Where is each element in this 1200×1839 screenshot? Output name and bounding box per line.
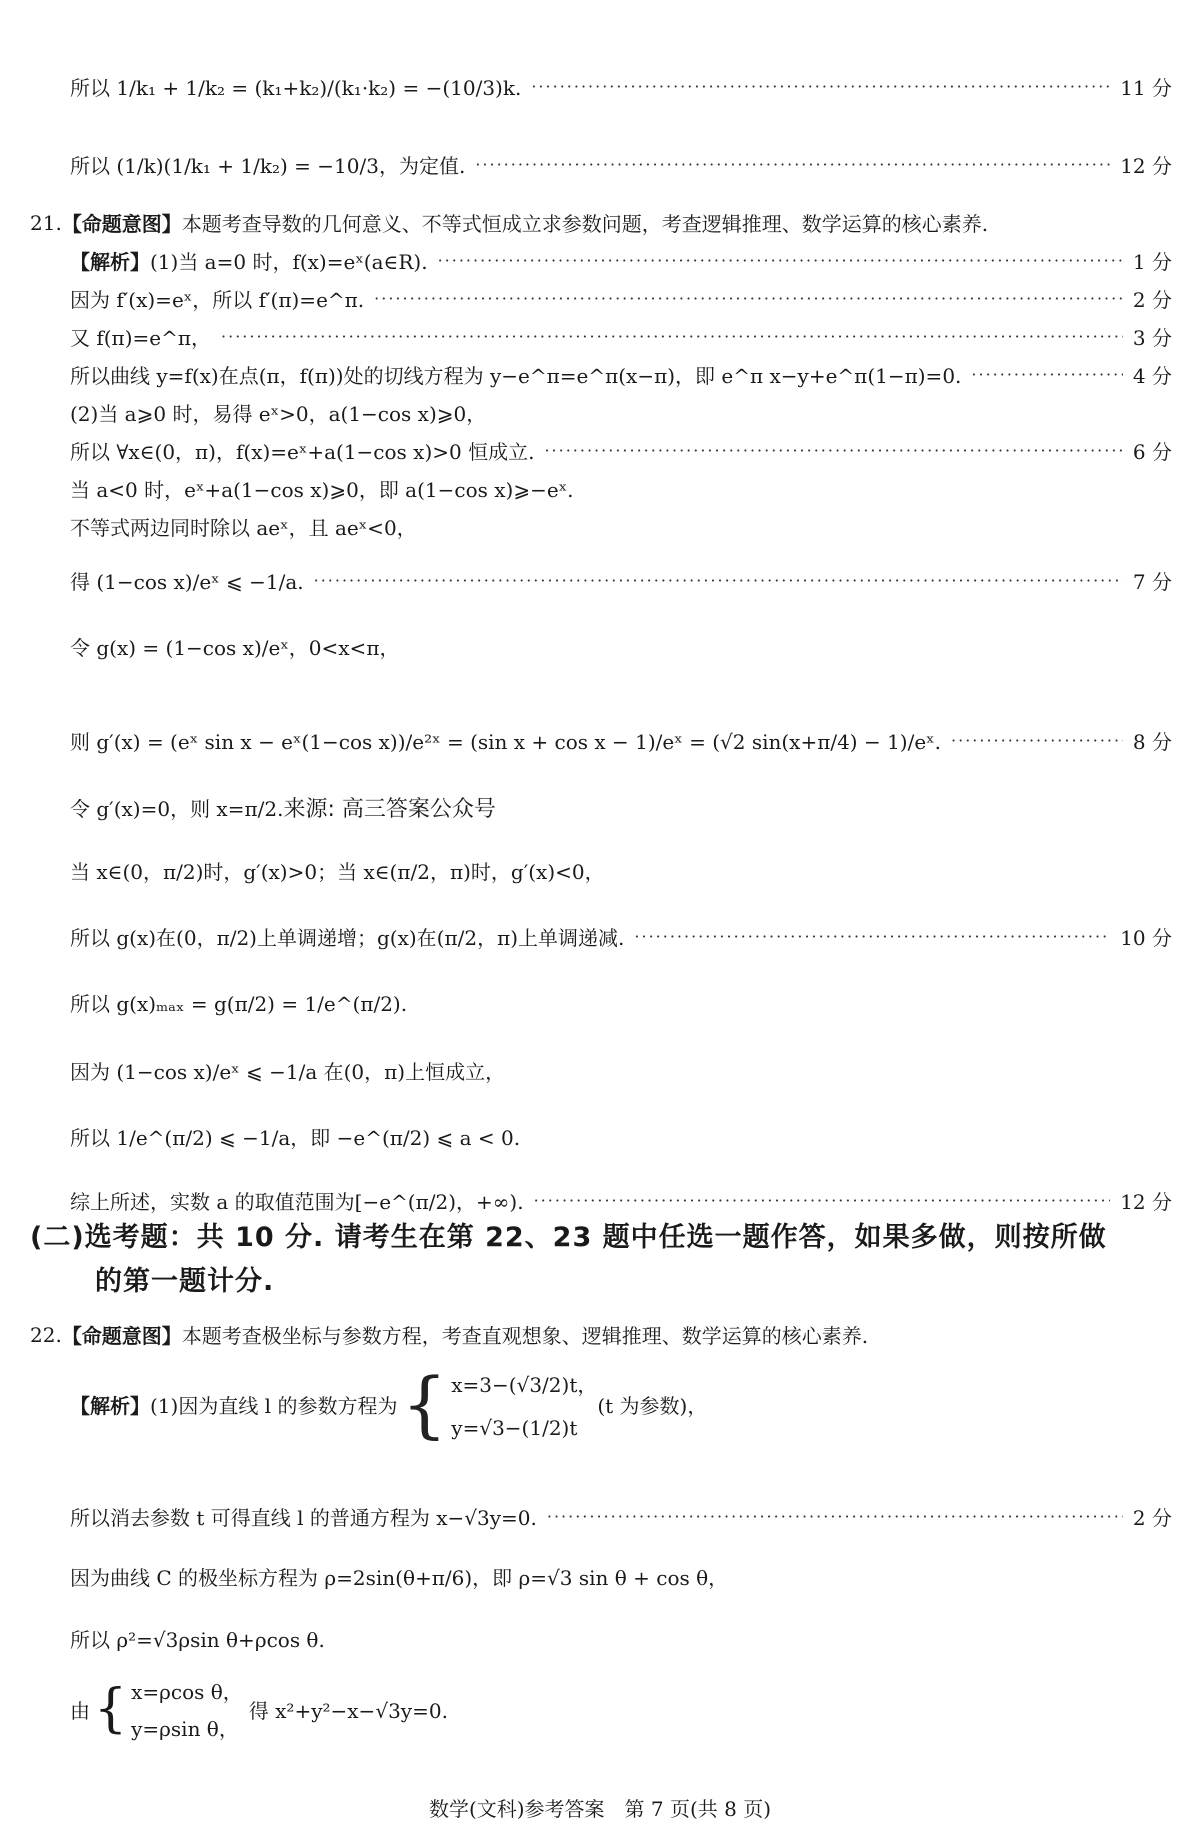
- answer-line: [70, 360, 1172, 389]
- answer-line: [70, 284, 1172, 313]
- answer-line: [70, 988, 1172, 1017]
- question-number: 22.: [30, 1322, 62, 1347]
- leader-dots: [547, 1507, 1123, 1526]
- answer-line: [70, 1122, 1172, 1151]
- math-text: (1)当 a=0 时，f(x)=eˣ(a∈R).: [150, 250, 428, 274]
- answer-line: [70, 1676, 1172, 1742]
- math-text: 所以 g(x)在(0，π/2)上单调递增；g(x)在(π/2，π)上单调递减.: [70, 926, 625, 950]
- leader-dots: [534, 1191, 1111, 1210]
- answer-line: [70, 1362, 1172, 1446]
- answer-line: [70, 398, 1172, 427]
- math-text: 又 f(π)=e^π，: [70, 326, 212, 350]
- leader-dots: [314, 571, 1123, 590]
- equation-line: x=ρcos θ，: [131, 1680, 243, 1704]
- intent-text: 本题考查极坐标与参数方程，考查直观想象、逻辑推理、数学运算的核心素养.: [181, 1324, 869, 1348]
- math-text: (2)当 a⩾0 时，易得 eˣ>0，a(1−cos x)⩾0，: [70, 402, 487, 426]
- answer-line: [70, 856, 1172, 885]
- leader-dots: [475, 155, 1110, 174]
- intent-text: 本题考查导数的几何意义、不等式恒成立求参数问题，考查逻辑推理、数学运算的核心素养.: [181, 212, 989, 236]
- math-text: 则 g′(x) = (eˣ sin x − eˣ(1−cos x))/e²ˣ = (sin x + cos x − 1)/eˣ = (√2 sin(x+π/4) − 1)/eˣ.: [70, 730, 942, 754]
- math-text: 不等式两边同时除以 aeˣ，且 aeˣ<0，: [70, 516, 417, 540]
- math-text: 得 x²+y²−x−√3y=0.: [248, 1698, 448, 1723]
- answer-line-11: [70, 72, 1172, 101]
- answer-line: [70, 1502, 1172, 1531]
- equation-line: y=√3−(1/2)t: [451, 1415, 578, 1440]
- score-label: 6 分: [1132, 440, 1172, 464]
- page-footer: 数学(文科)参考答案 第 7 页(共 8 页): [428, 1797, 772, 1821]
- math-text: 当 a<0 时，eˣ+a(1−cos x)⩾0，即 a(1−cos x)⩾−eˣ.: [70, 478, 574, 502]
- brace-symbol: {: [401, 1362, 448, 1446]
- math-text: 因为 f′(x)=eˣ，所以 f′(π)=e^π.: [70, 288, 365, 312]
- score-label: 2 分: [1132, 1506, 1172, 1530]
- math-text: 由: [70, 1698, 90, 1723]
- leader-dots: [971, 365, 1123, 384]
- equation-system: [131, 1676, 243, 1742]
- score-label: 10 分: [1120, 926, 1172, 950]
- answer-line: [70, 1624, 1172, 1653]
- answer-line: [70, 436, 1172, 465]
- math-text: 因为曲线 C 的极坐标方程为 ρ=2sin(θ+π/6)，即 ρ=√3 sin θ + cos θ，: [70, 1566, 729, 1590]
- equation-line: y=ρsin θ，: [131, 1717, 239, 1741]
- intent-tag: 【命题意图】: [61, 212, 182, 236]
- leader-dots: [221, 327, 1123, 346]
- answer-line: [70, 246, 1172, 275]
- answer-line: [70, 474, 1172, 503]
- leader-dots: [634, 927, 1110, 946]
- answer-line: [70, 922, 1172, 951]
- leader-dots: [951, 731, 1123, 750]
- leader-dots: [531, 77, 1110, 96]
- source-watermark-text: 来源: 高三答案公众号: [283, 797, 496, 822]
- math-text: 所以 ρ²=√3ρsin θ+ρcos θ.: [70, 1628, 325, 1652]
- question-number: 21.: [30, 210, 62, 235]
- math-text: 因为 (1−cos x)/eˣ ⩽ −1/a 在(0，π)上恒成立，: [70, 1060, 506, 1084]
- math-text: 所以 g(x)ₘₐₓ = g(π/2) = 1/e^(π/2).: [70, 992, 408, 1016]
- answer-line-12: [70, 150, 1172, 179]
- answer-line: [70, 792, 1172, 823]
- answer-line: [70, 566, 1172, 595]
- equation-line: x=3−(√3/2)t，: [451, 1372, 598, 1397]
- math-text: 综上所述，实数 a 的取值范围为[−e^(π/2)，+∞).: [70, 1190, 524, 1214]
- math-text: 令 g′(x)=0，则 x=π/2.: [70, 797, 284, 821]
- math-text: 所以曲线 y=f(x)在点(π，f(π))处的切线方程为 y−e^π=e^π(x−π)，即 e^π x−y+e^π(1−π)=0.: [70, 364, 962, 388]
- equation-system: [451, 1369, 597, 1440]
- analysis-tag: 【解析】: [70, 1393, 150, 1418]
- math-text: 所以消去参数 t 可得直线 l 的普通方程为 x−√3y=0.: [70, 1506, 537, 1530]
- answer-line: [70, 1562, 1172, 1591]
- section-heading: [30, 1216, 1172, 1304]
- math-text: 所以 ∀x∈(0，π)，f(x)=eˣ+a(1−cos x)>0 恒成立.: [70, 440, 535, 464]
- answer-line: [70, 1056, 1172, 1085]
- math-text: 令 g(x) = (1−cos x)/eˣ，0<x<π，: [70, 636, 400, 660]
- math-text: 所以 (1/k)(1/k₁ + 1/k₂) = −10/3，为定值.: [70, 154, 466, 178]
- math-text: 得 (1−cos x)/eˣ ⩽ −1/a.: [70, 570, 304, 594]
- math-text: (t 为参数)，: [597, 1393, 708, 1418]
- intent-tag: 【命题意图】: [61, 1324, 182, 1348]
- score-label: 12 分: [1120, 154, 1172, 178]
- leader-dots: [438, 251, 1123, 270]
- score-label: 12 分: [1120, 1190, 1172, 1214]
- answer-line: [70, 512, 1172, 541]
- leader-dots: [374, 289, 1123, 308]
- score-label: 7 分: [1132, 570, 1172, 594]
- analysis-tag: 【解析】: [70, 250, 150, 274]
- leader-dots: [544, 441, 1122, 460]
- math-text: 所以 1/k₁ + 1/k₂ = (k₁+k₂)/(k₁·k₂) = −(10/3)k.: [70, 76, 522, 100]
- score-label: 1 分: [1132, 250, 1172, 274]
- score-label: 4 分: [1132, 364, 1172, 388]
- answer-line: [70, 632, 1172, 661]
- score-label: 2 分: [1132, 288, 1172, 312]
- answer-line: [70, 1186, 1172, 1215]
- section-heading-line2: 的第一题计分.: [95, 1266, 275, 1297]
- answer-line: [70, 726, 1172, 755]
- section-heading-line1: (二)选考题：共 10 分. 请考生在第 22、23 题中任选一题作答，如果多做，则按所做: [30, 1222, 1107, 1253]
- math-text: (1)因为直线 l 的参数方程为: [150, 1393, 398, 1418]
- math-text: 当 x∈(0，π/2)时，g′(x)>0；当 x∈(π/2，π)时，g′(x)<0，: [70, 860, 605, 884]
- math-text: 所以 1/e^(π/2) ⩽ −1/a，即 −e^(π/2) ⩽ a < 0.: [70, 1126, 521, 1150]
- question-22-intent: [30, 1320, 1172, 1349]
- score-label: 11 分: [1120, 76, 1172, 100]
- score-label: 8 分: [1132, 730, 1172, 754]
- brace-symbol: {: [94, 1679, 128, 1739]
- question-21-intent: [30, 208, 1172, 237]
- answer-line: [70, 322, 1172, 351]
- score-label: 3 分: [1132, 326, 1172, 350]
